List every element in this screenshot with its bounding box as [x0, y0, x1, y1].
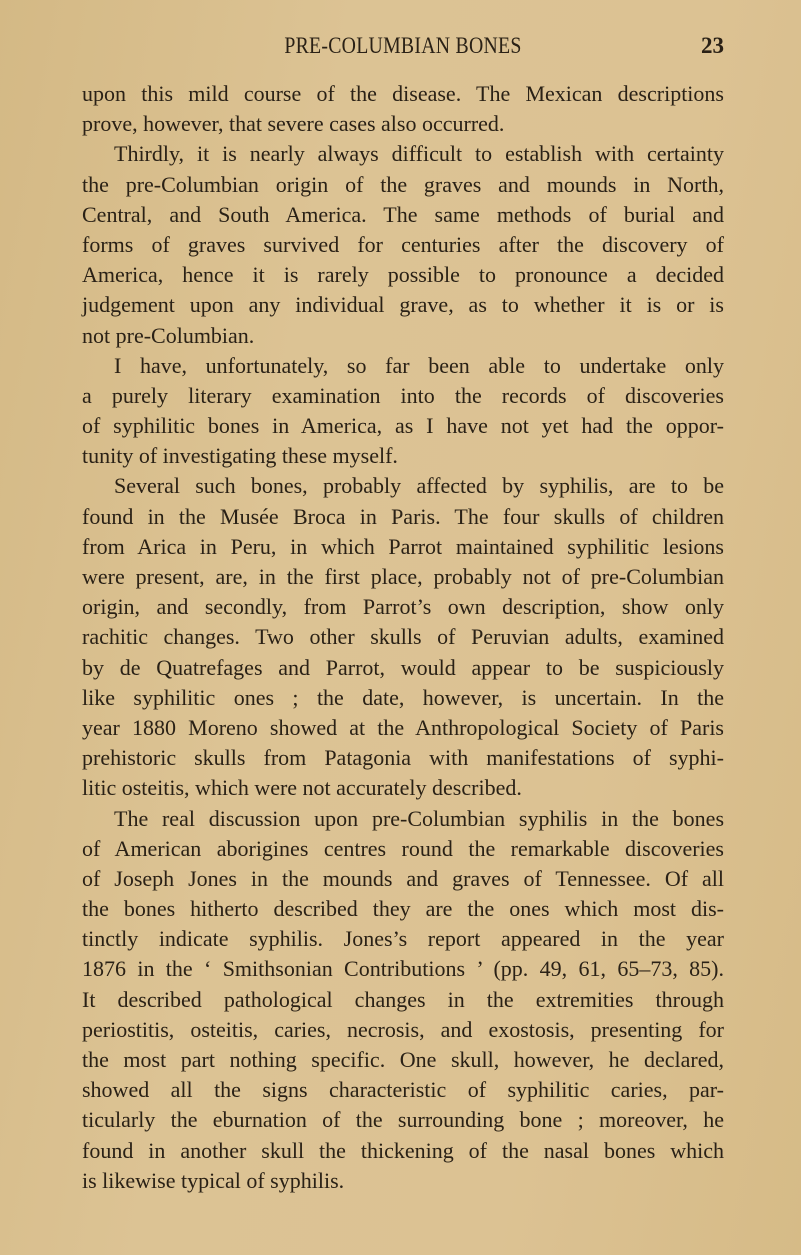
text-line-content: of American aborigines centres round the remarkable discoveries: [82, 835, 724, 861]
text-line: [82, 1015, 724, 1045]
text-line: [82, 773, 724, 803]
text-line: [82, 924, 724, 954]
text-line: [82, 562, 724, 592]
text-line-content: I have, unfortunately, so far been able to undertake only: [114, 352, 724, 378]
page-number: 23: [701, 33, 724, 58]
text-line: [82, 653, 724, 683]
text-line: [82, 864, 724, 894]
text-line: [82, 290, 724, 320]
text-line: [82, 200, 724, 230]
running-title: PRE-COLUMBIAN BONES: [284, 33, 522, 58]
text-line: [82, 1045, 724, 1075]
text-line-content: year 1880 Moreno showed at the Anthropological Society of Paris: [82, 714, 724, 740]
text-line: [82, 894, 724, 924]
text-line: [82, 622, 724, 652]
text-line: [82, 592, 724, 622]
paragraph: [82, 804, 724, 1196]
text-line: [82, 321, 724, 351]
text-line-content: America, hence it is rarely possible to pronounce a decided: [82, 262, 724, 288]
text-line-content: a purely literary examination into the records of discoveries: [82, 382, 724, 408]
text-line-content: prehistoric skulls from Patagonia with manifestations of syphi-: [82, 745, 724, 771]
text-line: [82, 1136, 724, 1166]
text-line: [82, 532, 724, 562]
text-line-content: tinctly indicate syphilis. Jones’s report appeared in the year: [82, 926, 724, 952]
text-line-content: ticularly the eburnation of the surrounding bone ; moreover, he: [82, 1107, 724, 1133]
text-line-content: The real discussion upon pre-Columbian syphilis in the bones: [114, 805, 724, 831]
text-line: [82, 109, 724, 139]
text-line-content: periostitis, osteitis, caries, necrosis, and exostosis, presenting for: [82, 1016, 724, 1042]
text-line: [82, 230, 724, 260]
text-line-content: found in the Musée Broca in Paris. The four skulls of children: [82, 503, 724, 529]
text-line-content: by de Quatrefages and Parrot, would appear to be suspiciously: [82, 654, 724, 680]
text-line-content: It described pathological changes in the extremities through: [82, 986, 724, 1012]
text-line-content: the bones hitherto described they are the ones which most dis-: [82, 896, 724, 922]
text-line: [82, 1105, 724, 1135]
text-line-content: rachitic changes. Two other skulls of Peruvian adults, examined: [82, 624, 724, 650]
text-line-content: upon this mild course of the disease. The Mexican descriptions: [82, 81, 724, 106]
text-line: [82, 260, 724, 290]
text-line-content: litic osteitis, which were not accurately described.: [82, 775, 522, 801]
text-line: [82, 985, 724, 1015]
text-line: [82, 954, 724, 984]
text-line: [82, 834, 724, 864]
paragraph: [82, 79, 724, 139]
text-line-content: prove, however, that severe cases also occurred.: [82, 111, 505, 137]
text-line-content: the pre-Columbian origin of the graves and mounds in North,: [82, 171, 724, 197]
text-line: [82, 713, 724, 743]
text-line: [82, 170, 724, 200]
text-line: [82, 683, 724, 713]
text-line-content: forms of graves survived for centuries after the discovery of: [82, 231, 724, 257]
text-line-content: Central, and South America. The same methods of burial and: [82, 201, 724, 227]
paragraph: [82, 351, 724, 472]
text-line-content: found in another skull the thickening of the nasal bones which: [82, 1137, 724, 1163]
text-line: [82, 79, 724, 109]
text-line-content: origin, and secondly, from Parrot’s own description, show only: [82, 594, 724, 620]
text-line-content: from Arica in Peru, in which Parrot maintained syphilitic lesions: [82, 533, 724, 559]
text-line-content: like syphilitic ones ; the date, however, is uncertain. In the: [82, 684, 724, 710]
text-line-content: of Joseph Jones in the mounds and graves of Tennessee. Of all: [82, 865, 724, 891]
text-line: [82, 804, 724, 834]
running-head: [82, 33, 724, 63]
text-line: [82, 351, 724, 381]
paragraph: [82, 139, 724, 350]
paragraph: [82, 471, 724, 803]
text-line: [82, 471, 724, 501]
text-line-content: not pre-Columbian.: [82, 322, 255, 348]
text-line-content: tunity of investigating these myself.: [82, 443, 398, 469]
text-line-content: 1876 in the ‘ Smithsonian Contributions ’ (pp. 49, 61, 65–73, 85).: [82, 956, 724, 982]
text-line-content: Thirdly, it is nearly always difficult to establish with certainty: [114, 141, 724, 167]
text-line-content: the most part nothing specific. One skull, however, he declared,: [82, 1047, 724, 1072]
text-line: [82, 502, 724, 532]
text-line: [82, 1075, 724, 1105]
text-line-content: is likewise typical of syphilis.: [82, 1167, 345, 1193]
text-line-content: showed all the signs characteristic of syphilitic caries, par-: [82, 1077, 724, 1103]
text-line: [82, 381, 724, 411]
text-line: [82, 411, 724, 441]
text-line-content: judgement upon any individual grave, as to whether it is or is: [82, 292, 724, 318]
text-line: [82, 139, 724, 169]
text-line-content: of syphilitic bones in America, as I have not yet had the oppor-: [82, 413, 724, 439]
text-line-content: Several such bones, probably affected by syphilis, are to be: [114, 473, 724, 499]
text-line: [82, 1166, 724, 1196]
text-line: [82, 743, 724, 773]
body-text: [82, 79, 724, 1196]
text-line: [82, 441, 724, 471]
text-line-content: were present, are, in the first place, probably not of pre-Columbian: [82, 564, 724, 589]
